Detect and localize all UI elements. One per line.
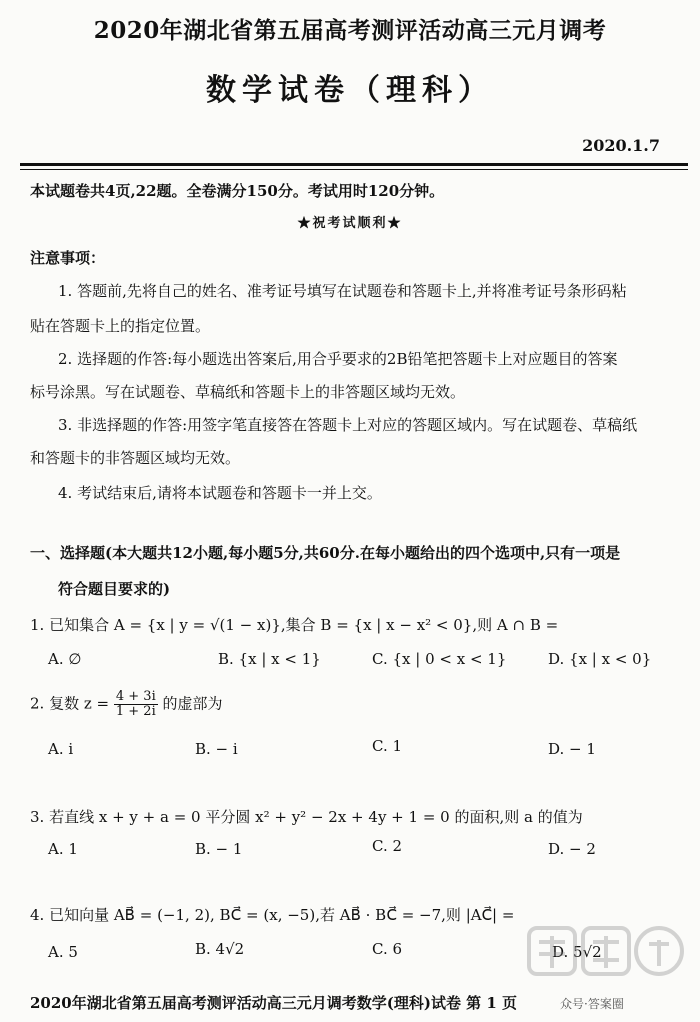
option-b: B. 4√2 [195, 940, 245, 958]
option-c: C. 1 [372, 737, 403, 755]
option-d: D. − 1 [548, 740, 596, 758]
exam-summary: 本试题卷共4页,22题。全卷满分150分。考试用时120分钟。 [30, 182, 445, 200]
note-line: 标号涂黑。写在试题卷、草稿纸和答题卡上的非答题区域均无效。 [30, 383, 466, 401]
option-a: A. 5 [48, 943, 78, 961]
section-heading-cont: 符合题目要求的) [58, 580, 171, 598]
option-a: A. ∅ [48, 650, 82, 668]
question-2-stem [30, 690, 223, 719]
option-c: C. 6 [372, 940, 403, 958]
exam-subtitle: 数学试卷（理科） [206, 73, 494, 108]
option-d: D. 5√2 [552, 943, 602, 961]
exam-title: 2020年湖北省第五届高考测评活动高三元月调考 [93, 17, 607, 44]
blessing-text: ★祝考试顺利★ [297, 216, 403, 231]
question-4-stem: 4. 已知向量 AB⃗ = (−1, 2), BC⃗ = (x, −5),若 AB⃗ · BC⃗ = −7,则 |AC⃗| = [30, 906, 515, 924]
exam-date: 2020.1.7 [582, 136, 660, 155]
note-line: 3. 非选择题的作答:用签字笔直接答在答题卡上对应的答题区域内。写在试题卷、草稿纸 [58, 416, 638, 434]
fraction-denominator: 1 + 2i [115, 704, 156, 719]
option-c: C. 2 [372, 837, 403, 855]
watermark-text: 众号·答案圈 [560, 997, 624, 1011]
option-a: A. i [48, 740, 74, 758]
option-d: D. − 2 [548, 840, 596, 858]
page-footer: 2020年湖北省第五届高考测评活动高三元月调考数学(理科)试卷 第 1 页 [30, 994, 518, 1012]
watermark-logo [525, 922, 685, 982]
option-a: A. 1 [48, 840, 78, 858]
notes-heading: 注意事项： [30, 249, 106, 267]
section-heading: 一、选择题(本大题共12小题,每小题5分,共60分.在每小题给出的四个选项中,只有一项是 [30, 544, 621, 562]
header-rule-thin [20, 169, 688, 170]
note-line: 1. 答题前,先将自己的姓名、准考证号填写在试题卷和答题卡上,并将准考证号条形码粘 [58, 282, 627, 300]
fraction [114, 690, 158, 719]
option-b: B. − 1 [195, 840, 243, 858]
note-line: 和答题卡的非答题区域均无效。 [30, 449, 241, 467]
option-b: B. − i [195, 740, 238, 758]
option-d: D. {x | x < 0} [548, 650, 652, 668]
option-b: B. {x | x < 1} [218, 650, 321, 668]
question-2-suffix: 的虚部为 [162, 694, 223, 713]
question-3-stem: 3. 若直线 x + y + a = 0 平分圆 x² + y² − 2x + 4y + 1 = 0 的面积,则 a 的值为 [30, 808, 583, 826]
question-2-prefix: 2. 复数 z = [30, 694, 110, 713]
note-line: 贴在答题卡上的指定位置。 [30, 317, 211, 335]
option-c: C. {x | 0 < x < 1} [372, 650, 507, 668]
fraction-numerator: 4 + 3i [115, 689, 156, 704]
note-line: 4. 考试结束后,请将本试题卷和答题卡一并上交。 [58, 484, 382, 502]
note-line: 2. 选择题的作答:每小题选出答案后,用合乎要求的2B铅笔把答题卡上对应题目的答案 [58, 350, 618, 368]
header-rule-thick [20, 163, 688, 166]
question-1-stem: 1. 已知集合 A = {x | y = √(1 − x)},集合 B = {x | x − x² < 0},则 A ∩ B = [30, 616, 559, 634]
